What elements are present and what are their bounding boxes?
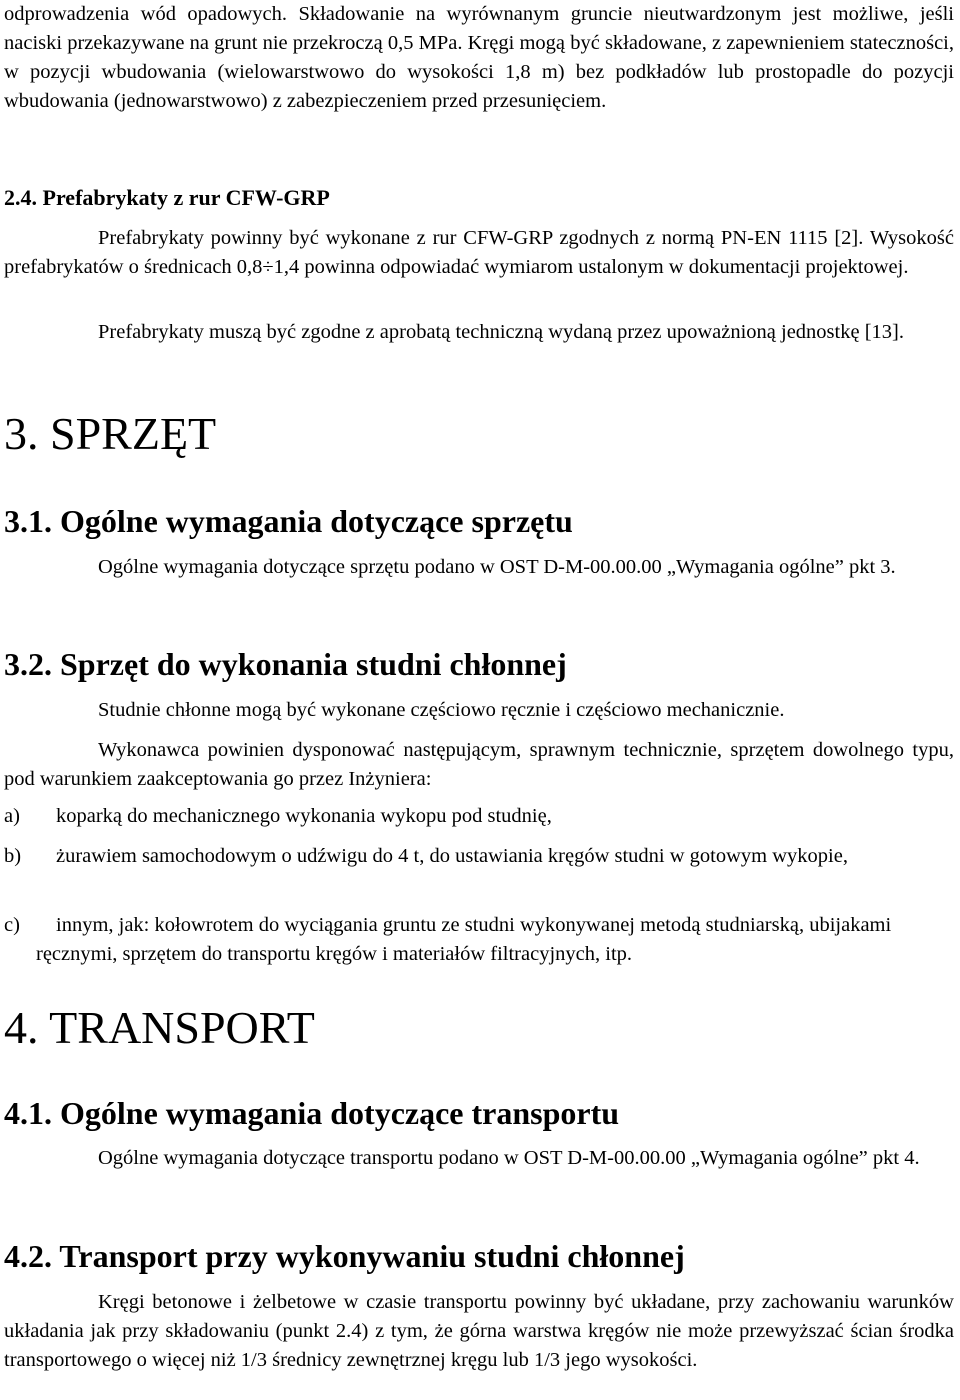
section-4-1-heading: 4.1. Ogólne wymagania dotyczące transportu	[4, 1095, 620, 1131]
section-3-2-paragraph-2: Wykonawca powinien dysponować następującym, sprawnym technicznie, sprzętem dowolnego typu, pod warunkiem zaakceptowania go przez Inżyniera:	[4, 739, 954, 790]
intro-paragraph: odprowadzenia wód opadowych. Składowanie na wyrównanym gruncie nieutwardzonym jest możliwe, jeśli naciski przekazywane na grunt nie przekroczą 0,5 MPa. Kręgi mogą być składowane, z zapewnieniem stateczności, w pozycji wbudowania (wielowarstwowo do wysokości 1,8 m) bez podkładów lub prostopadle do pozycji wbudowania (jednowarstwowo) z zabezpieczeniem przed przesunięciem.	[4, 3, 954, 112]
section-4-heading: 4. TRANSPORT	[4, 1002, 315, 1053]
section-4-1-paragraph: Ogólne wymagania dotyczące transportu podano w OST D-M-00.00.00 „Wymagania ogólne” pkt 4.	[98, 1147, 920, 1169]
section-3-1-heading: 3.1. Ogólne wymagania dotyczące sprzętu	[4, 503, 573, 539]
list-item-text: innym, jak: kołowrotem do wyciągania gruntu ze studni wykonywanej metodą studniarską, ubijakami ręcznymi, sprzętem do transportu kręgów i materiałów filtracyjnych, itp.	[36, 914, 892, 965]
section-3-heading: 3. SPRZĘT	[4, 408, 217, 459]
list-item	[4, 802, 954, 831]
list-marker: b)	[4, 845, 22, 867]
section-3-2-heading: 3.2. Sprzęt do wykonania studni chłonnej	[4, 646, 567, 682]
section-3-1-paragraph: Ogólne wymagania dotyczące sprzętu podano w OST D-M-00.00.00 „Wymagania ogólne” pkt 3.	[98, 556, 896, 578]
section-2-4-paragraph-2: Prefabrykaty muszą być zgodne z aprobatą techniczną wydaną przez upoważnioną jednostkę [13].	[98, 321, 904, 343]
section-4-2-paragraph: Kręgi betonowe i żelbetowe w czasie transportu powinny być układane, przy zachowaniu warunków układania jak przy składowaniu (punkt 2.4) z tym, że górna warstwa kręgów nie może przewyższać ścian środka transportowego o więcej niż 1/3 średnicy zewnętrznej kręgu lub 1/3 jego wysokości.	[4, 1291, 954, 1371]
section-3-2-paragraph-1: Studnie chłonne mogą być wykonane częściowo ręcznie i częściowo mechanicznie.	[98, 699, 785, 721]
section-2-4-heading: 2.4. Prefabrykaty z rur CFW-GRP	[4, 185, 330, 210]
list-marker: a)	[4, 805, 20, 827]
list-item-text: żurawiem samochodowym o udźwigu do 4 t, do ustawiania kręgów studni w gotowym wykopie,	[56, 845, 848, 867]
section-2-4-paragraph-1: Prefabrykaty powinny być wykonane z rur CFW-GRP zgodnych z normą PN-EN 1115 [2]. Wysokość prefabrykatów o średnicach 0,8÷1,4 powinna odpowiadać wymiarom ustalonym w dokumentacji projektowej.	[4, 227, 954, 278]
list-item	[4, 911, 954, 969]
list-item	[4, 842, 954, 871]
section-4-2-heading: 4.2. Transport przy wykonywaniu studni chłonnej	[4, 1238, 685, 1274]
list-item-text: koparką do mechanicznego wykonania wykopu pod studnię,	[56, 805, 552, 827]
list-marker: c)	[4, 914, 20, 936]
